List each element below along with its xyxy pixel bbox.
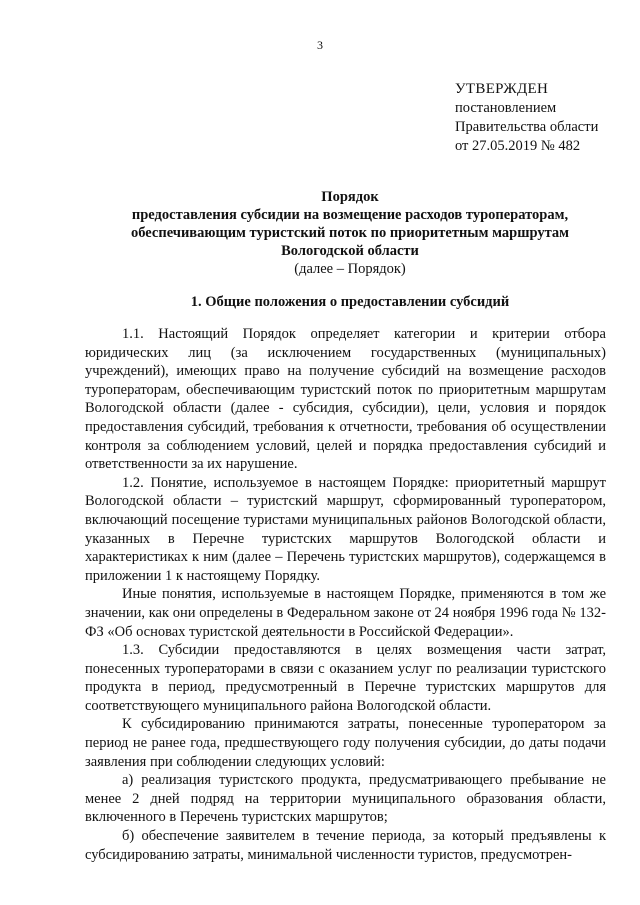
title-note: (далее – Порядок) xyxy=(294,261,406,277)
paragraph-subsidy-costs: К субсидированию принимаются затраты, понесенные туроператором за период не ранее года, предшествующего году получения субсидии, до даты подачи заявления при соблюдении следующих условий: xyxy=(85,716,606,770)
paragraph-condition-b: б) обеспечение заявителем в течение периода, за который предъявлены к субсидированию затраты, минимальной численности туристов, предусмотрен- xyxy=(85,828,606,863)
paragraph-condition-a: а) реализация туристского продукта, предусматривающего пребывание не менее 2 дней подряд на территории муниципального образования области, включенного в Перечень туристских маршрутов; xyxy=(85,772,606,826)
paragraph-1-1: 1.1. Настоящий Порядок определяет категории и критерии отбора юридических лиц (за исключением государственных (муниципальных) учреждений), имеющих право на получение субсидий на возмещение расходов туроператорам, обеспечивающим туристский поток по приоритетным маршрутам Вологодской области (далее - субсидия, субсидии), цели, условия и порядок предоставления субсидий, требования к отчетности, требования об осуществлении контроля за соблюдением условий, целей и порядка предоставления субсидий и ответственности за их нарушение. xyxy=(85,326,606,473)
paragraph-1-3: 1.3. Субсидии предоставляются в целях возмещения части затрат, понесенных туроператорами в связи с оказанием услуг по реализации туристского продукта в период, предусмотренный в Перечне туристских маршрутов для соответствующего муниципального района Вологодской области. xyxy=(85,642,606,714)
approval-block xyxy=(455,80,598,156)
document-title xyxy=(95,188,605,278)
approval-line-1: постановлением xyxy=(455,100,557,116)
title-subtitle: предоставления субсидии на возмещение расходов туроператорам, обеспечивающим туристский поток по приоритетным маршрутам Вологодской области xyxy=(130,207,570,259)
section-body xyxy=(85,325,606,864)
approval-line-2: Правительства области xyxy=(455,119,599,135)
paragraph-1-2: 1.2. Понятие, используемое в настоящем Порядке: приоритетный маршрут Вологодской области – туристский маршрут, сформированный туроператором, включающий посещение туристами муниципальных районов Вологодской области, указанных в Перечне туристских маршрутов Вологодской области и характеристиках к ним (далее – Перечень туристских маршрутов), содержащемся в приложении 1 к настоящему Порядку. xyxy=(85,474,606,584)
approval-line-3: от 27.05.2019 № 482 xyxy=(455,138,581,154)
approval-heading: УТВЕРЖДЕН xyxy=(455,81,549,97)
section-heading: 1. Общие положения о предоставлении субсидий xyxy=(190,294,510,310)
page-number: 3 xyxy=(317,38,323,52)
title-word: Порядок xyxy=(321,189,379,205)
paragraph-other-terms: Иные понятия, используемые в настоящем Порядке, применяются в том же значении, как они определены в Федеральном законе от 24 ноября 1996 года № 132-ФЗ «Об основах туристской деятельности в Российской Федерации». xyxy=(85,586,606,640)
